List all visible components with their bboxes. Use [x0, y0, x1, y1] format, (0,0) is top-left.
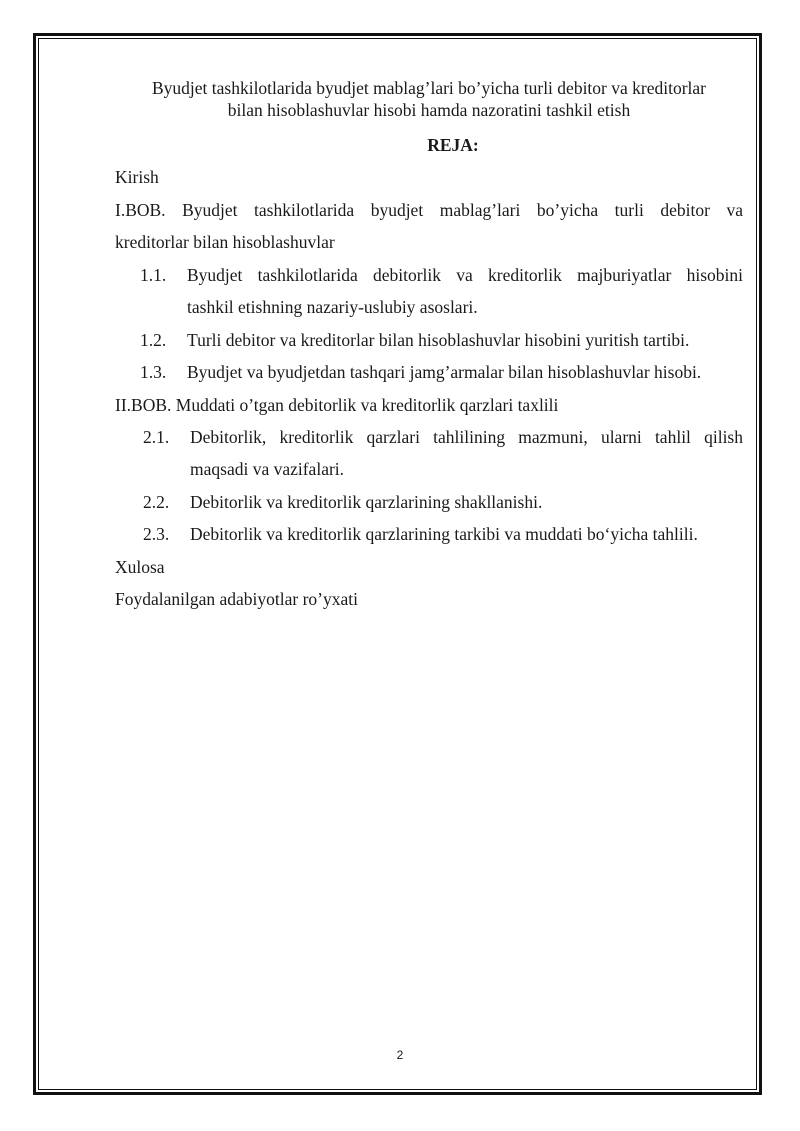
section-1-1-line-1: Byudjet tashkilotlarida debitorlik va kreditorlik majburiyatlar hisobini — [187, 265, 743, 285]
chapter-2-title: II.BOB. Muddati o’tgan debitorlik va kreditorlik qarzlari taxlili — [115, 395, 559, 415]
plan-heading: REJA: — [427, 135, 479, 155]
title-line-1: Byudjet tashkilotlarida byudjet mablag’lari bo’yicha turli debitor va kreditorlar — [151, 78, 706, 98]
chapter-1-title-line-1: I.BOB. Byudjet tashkilotlarida byudjet mablag’lari bo’yicha turli debitor va — [115, 200, 743, 220]
section-number: 1.3. — [140, 362, 167, 382]
document-title — [115, 77, 743, 121]
section-1-1-line-2: tashkil etishning nazariy-uslubiy asoslari. — [187, 297, 478, 317]
section-number: 2.3. — [143, 524, 170, 544]
conclusion-entry: Xulosa — [115, 557, 165, 577]
intro-entry: Kirish — [115, 167, 159, 187]
section-number: 2.1. — [143, 427, 170, 447]
section-2-2-line-1: Debitorlik va kreditorlik qarzlarining shakllanishi. — [190, 492, 543, 512]
chapter-1-title-line-2: kreditorlar bilan hisoblashuvlar — [115, 232, 335, 252]
section-2-1-line-2: maqsadi va vazifalari. — [190, 459, 345, 479]
section-1-2-line-1: Turli debitor va kreditorlar bilan hisoblashuvlar hisobini yuritish tartibi. — [187, 330, 690, 350]
section-1-3-line-1: Byudjet va byudjetdan tashqari jamg’armalar bilan hisoblashuvlar hisobi. — [187, 362, 702, 382]
title-line-2: bilan hisoblashuvlar hisobi hamda nazoratini tashkil etish — [227, 100, 631, 120]
section-2-3-line-1: Debitorlik va kreditorlik qarzlarining tarkibi va muddati bo‘yicha tahlili. — [190, 524, 698, 544]
section-number: 1.1. — [140, 265, 167, 285]
section-number: 1.2. — [140, 330, 167, 350]
section-number: 2.2. — [143, 492, 170, 512]
section-2-1-line-1: Debitorlik, kreditorlik qarzlari tahlilining mazmuni, ularni tahlil qilish — [190, 427, 743, 447]
page-number: 2 — [396, 1048, 404, 1062]
references-entry: Foydalanilgan adabiyotlar ro’yxati — [115, 589, 358, 609]
